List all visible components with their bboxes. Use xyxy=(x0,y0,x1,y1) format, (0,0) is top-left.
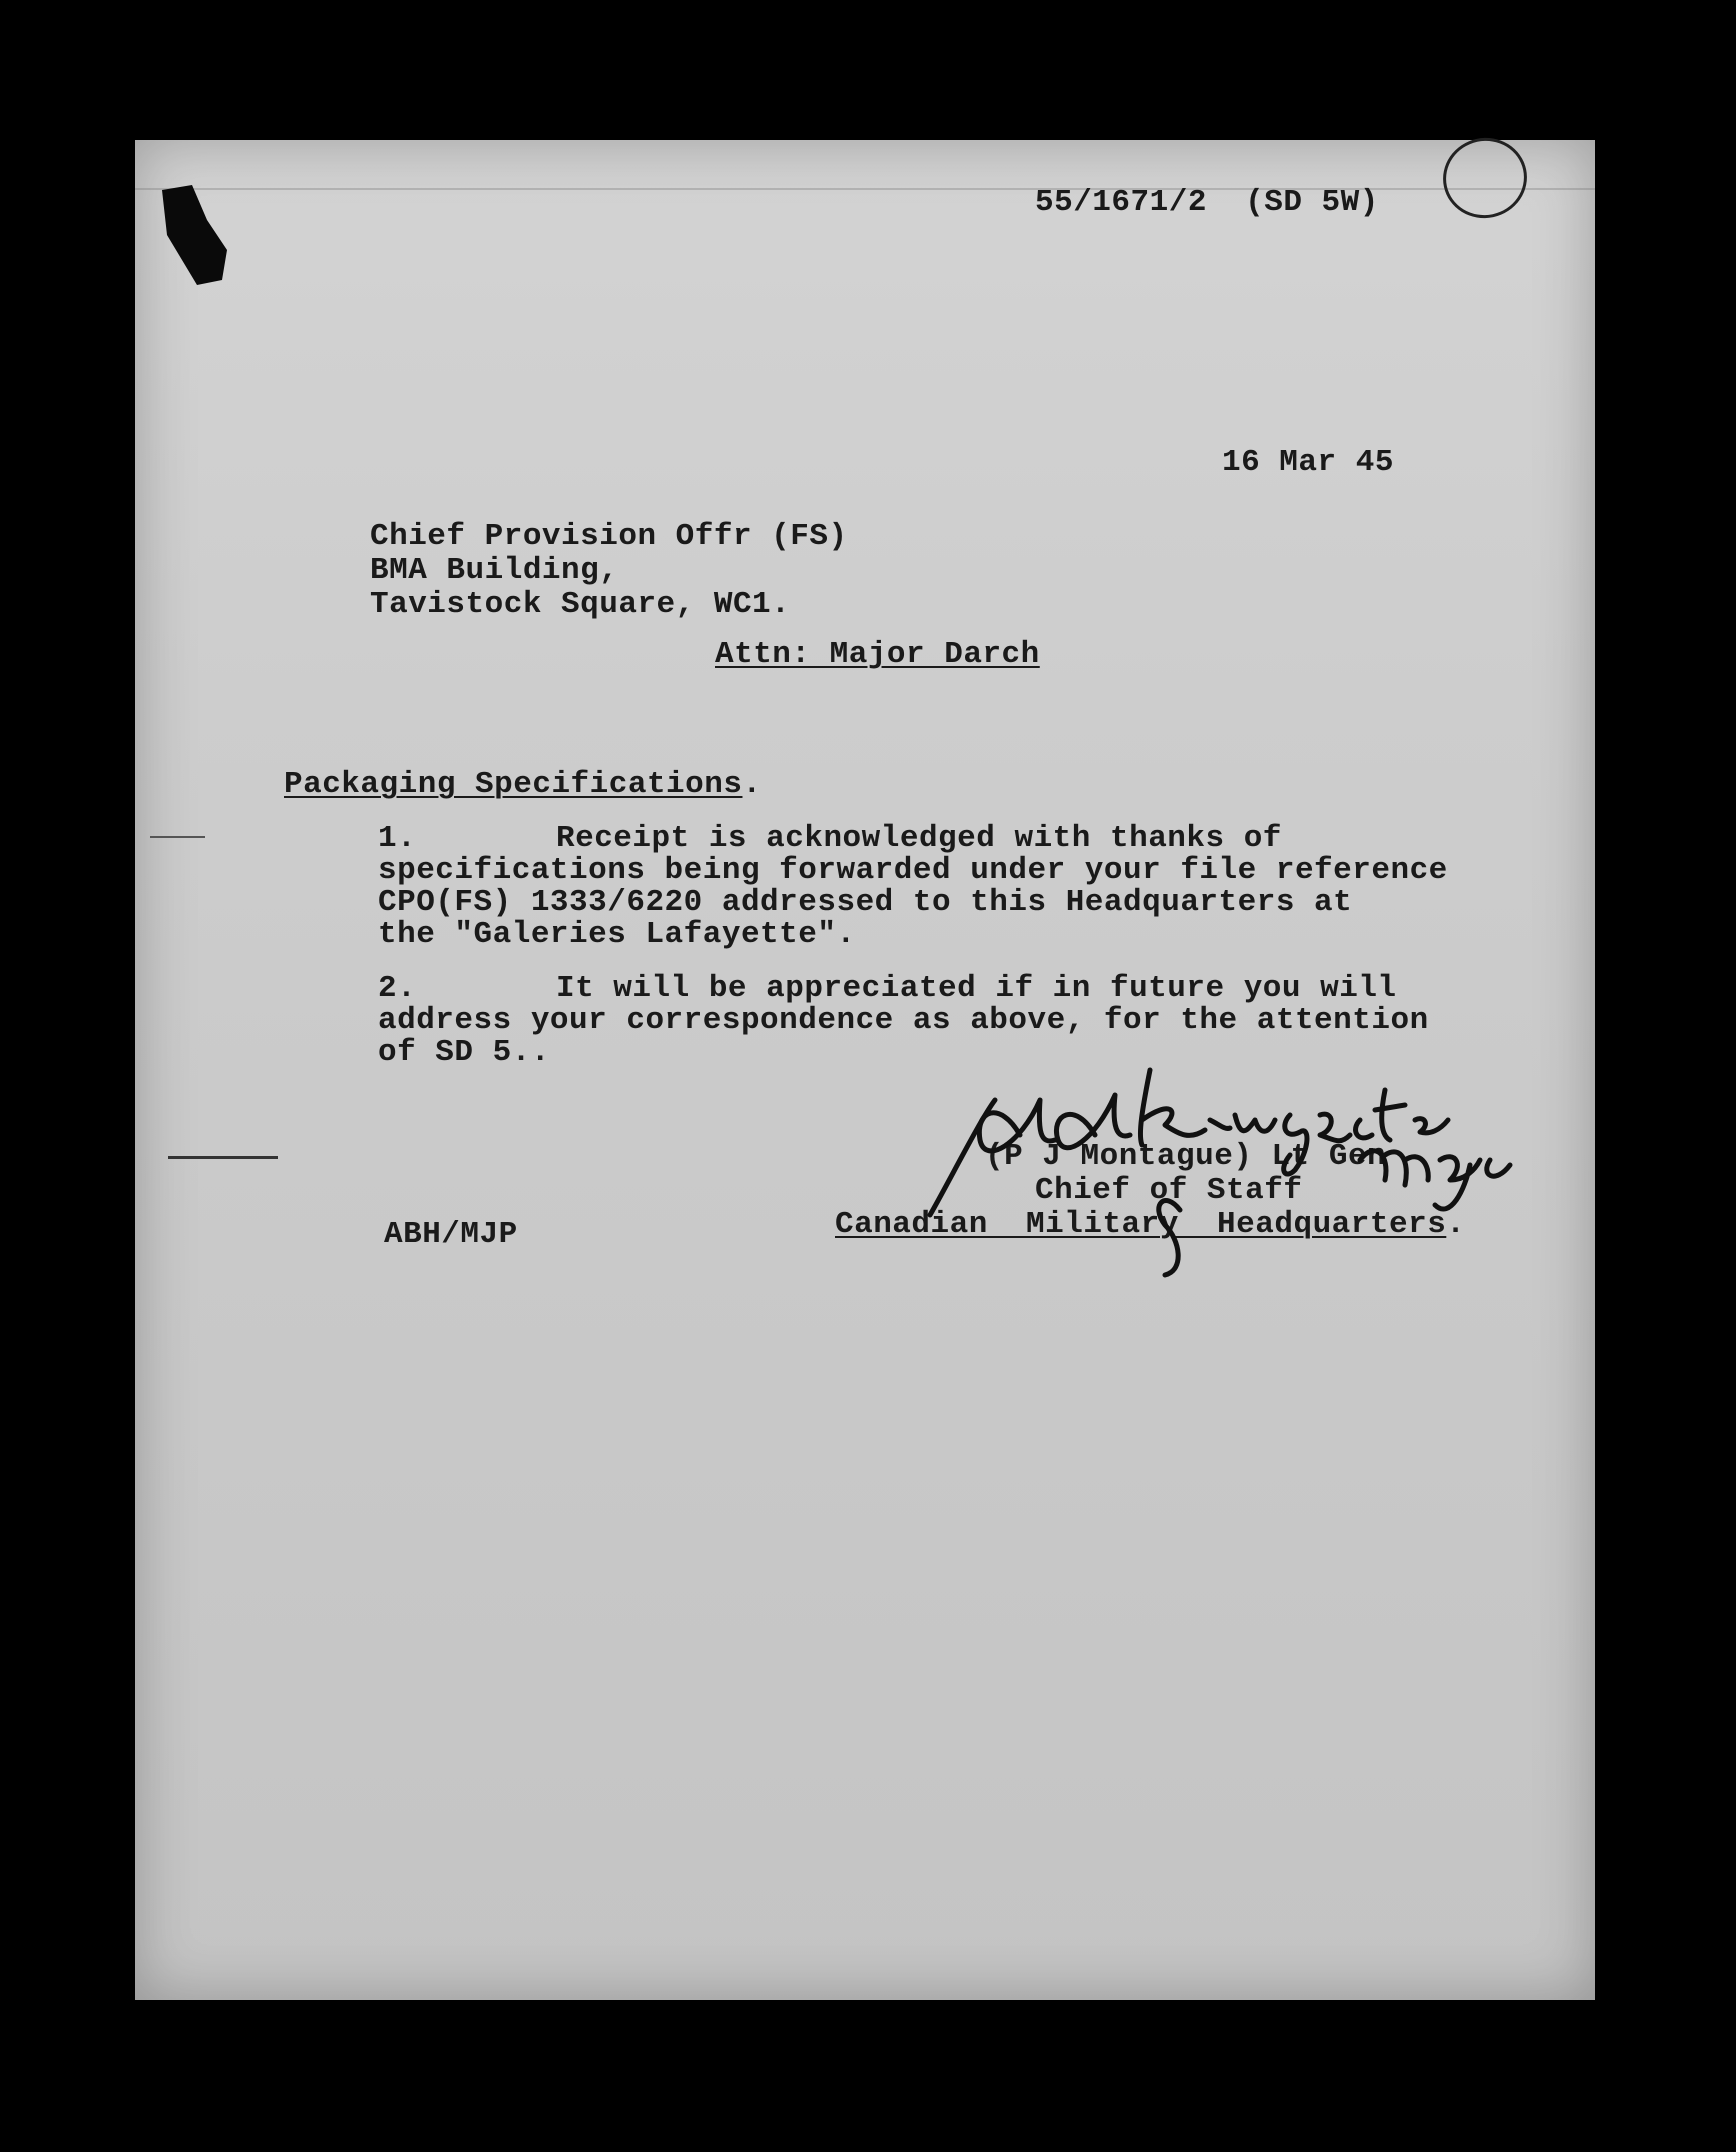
reference-initials: ABH/MJP xyxy=(384,1217,518,1252)
subject-heading xyxy=(284,768,762,802)
para2-number: 2. xyxy=(378,971,417,1006)
para2-line-3: of SD 5.. xyxy=(378,1035,550,1070)
signatory-name: (P J Montague) Lt Gen xyxy=(985,1139,1387,1174)
para1-line-3: CPO(FS) 1333/6220 addressed to this Headquarters at xyxy=(378,885,1353,920)
ink-blot xyxy=(152,180,232,290)
attention-line: Attn: Major Darch xyxy=(715,637,1040,672)
addressee-line-1: Chief Provision Offr (FS) xyxy=(370,519,848,554)
margin-mark-2 xyxy=(168,1156,278,1159)
para1-line-1: Receipt is acknowledged with thanks of xyxy=(556,821,1282,856)
handwritten-signature xyxy=(880,1040,1520,1280)
file-reference: 55/1671/2 (SD 5W) xyxy=(1035,185,1379,220)
para1-line-4: the "Galeries Lafayette". xyxy=(378,917,856,952)
margin-mark-1 xyxy=(150,836,205,838)
para2-line-2: address your correspondence as above, for the attention xyxy=(378,1003,1429,1038)
signatory-title: Chief of Staff xyxy=(1035,1173,1303,1208)
organization-period: . xyxy=(1446,1207,1466,1242)
addressee-line-3: Tavistock Square, WC1. xyxy=(370,587,791,622)
organization-text: Canadian Military Headquarters xyxy=(835,1207,1447,1242)
subject-text: Packaging Specifications xyxy=(284,767,743,802)
letter-date: 16 Mar 45 xyxy=(1222,445,1394,480)
para1-number: 1. xyxy=(378,821,417,856)
addressee-line-2: BMA Building, xyxy=(370,553,619,588)
subject-period: . xyxy=(742,767,762,802)
para2-line-1: It will be appreciated if in future you will xyxy=(556,971,1397,1006)
para1-line-2: specifications being forwarded under your file reference xyxy=(378,853,1448,888)
